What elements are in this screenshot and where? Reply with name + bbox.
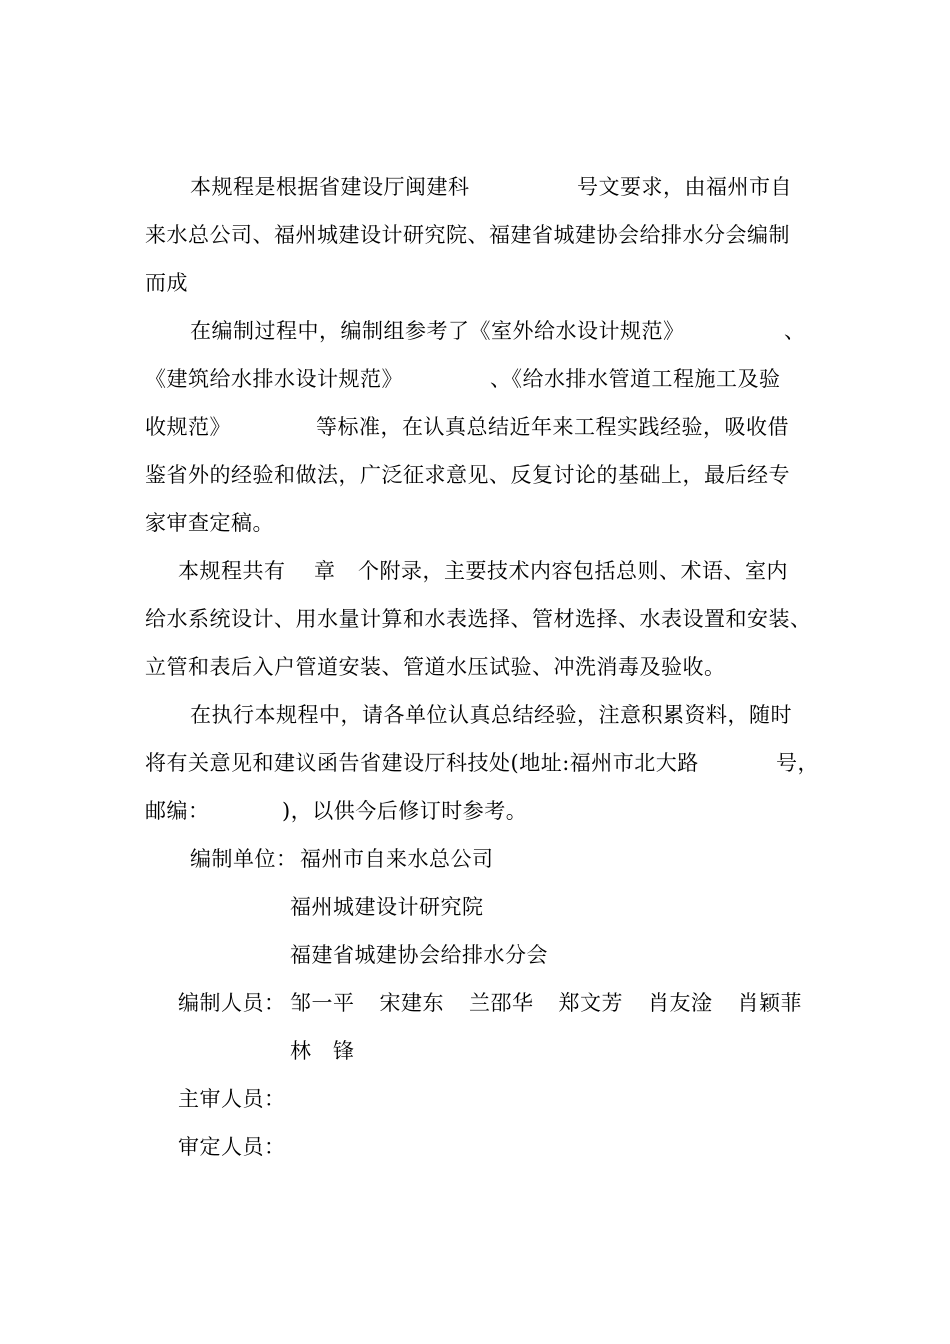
person-name: 郑文芳	[558, 991, 623, 1015]
approver-label: 审定人员：	[178, 1135, 286, 1159]
para1-line1-part2: 号文要求，由福州市自	[577, 175, 792, 199]
person-name: 邹一平	[290, 991, 355, 1015]
para2-line1-part2: 、	[784, 319, 806, 343]
para3-line1-part2: 章	[314, 559, 336, 583]
para4-line2-part1: 将有关意见和建议函告省建设厅科技处(地址:福州市北大路	[145, 751, 699, 775]
person-name: 宋建东	[379, 991, 444, 1015]
person-name: 肖友淦	[648, 991, 713, 1015]
para3-line2: 给水系统设计、用水量计算和水表选择、管材选择、水表设置和安装、	[145, 607, 812, 631]
para2-line4: 鉴省外的经验和做法，广泛征求意见、反复讨论的基础上，最后经专	[145, 463, 790, 487]
para1-line2: 来水总公司、福州城建设计研究院、福建省城建协会给排水分会编制	[145, 223, 790, 247]
para2-line5: 家审查定稿。	[145, 511, 274, 535]
para2-line3-part2: 等标准，在认真总结近年来工程实践经验，吸收借	[316, 415, 789, 439]
para2-line2-part2: 、《给水排水管道工程施工及验	[490, 367, 781, 391]
para2-line1-part1: 在编制过程中，编制组参考了《室外给水设计规范》	[190, 319, 685, 343]
compiling-unit-1: 福州市自来水总公司	[300, 847, 494, 871]
para2-line2-part1: 《建筑给水排水设计规范》	[145, 367, 403, 391]
compiling-unit-3: 福建省城建协会给排水分会	[290, 943, 548, 967]
person-name: 肖颖菲	[737, 991, 802, 1015]
para3-line1-part1: 本规程共有	[178, 559, 286, 583]
para3-line1-part3: 个附录，主要技术内容包括总则、术语、室内	[358, 559, 788, 583]
chief-reviewer-label: 主审人员：	[178, 1087, 286, 1111]
person-name: 兰邵华	[469, 991, 534, 1015]
compiling-units-label: 编制单位：	[190, 847, 298, 871]
para4-line1: 在执行本规程中，请各单位认真总结经验，注意积累资料，随时	[190, 703, 792, 727]
para2-line3-part1: 收规范》	[145, 415, 231, 439]
compiling-persons-row-2: 林 锋	[290, 1039, 355, 1063]
para4-line3-part2: )，以供今后修订时参考。	[282, 799, 528, 823]
compiling-persons-row	[290, 988, 802, 1018]
para1-line1-part1: 本规程是根据省建设厅闽建科	[190, 175, 470, 199]
compiling-persons-label: 编制人员：	[178, 991, 286, 1015]
para4-line2-part2: 号，	[776, 751, 819, 775]
para1-line3: 而成	[145, 271, 188, 295]
para3-line3: 立管和表后入户管道安装、管道水压试验、冲洗消毒及验收。	[145, 655, 726, 679]
compiling-unit-2: 福州城建设计研究院	[290, 895, 484, 919]
para4-line3-part1: 邮编：	[145, 799, 210, 823]
